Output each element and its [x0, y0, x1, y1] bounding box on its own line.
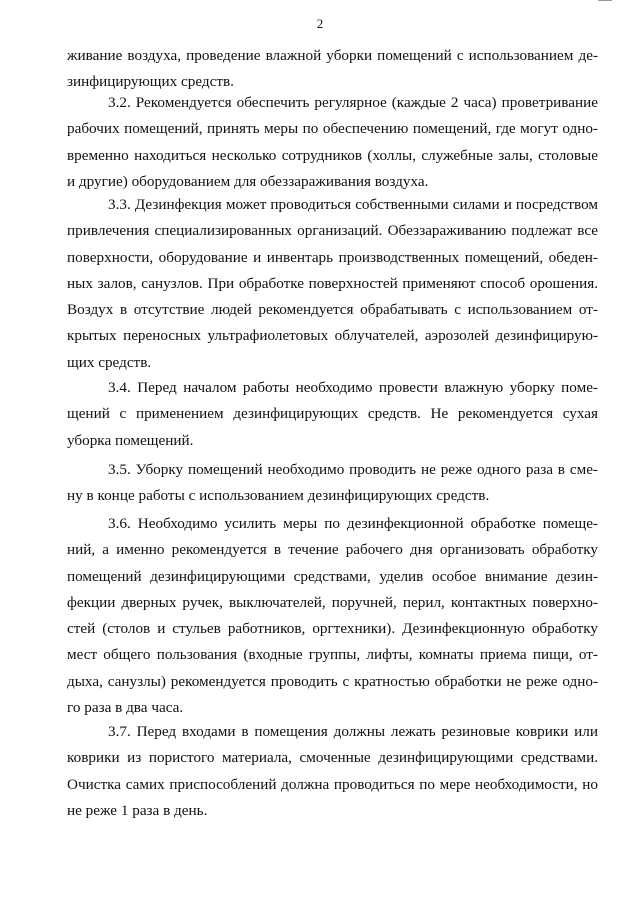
text-line: 3.2. Рекомендуется обеспечить регулярное (каждые 2 часа) проветривание — [108, 94, 598, 111]
text-line: ну в конце работы с использованием дезинфицирующих средств. — [67, 487, 490, 505]
text-line: го раза в два часа. — [67, 699, 184, 717]
text-line: стей (столов и стульев работников, оргтехники). Дезинфекционную обработку — [67, 620, 598, 638]
scan-corner-mark — [598, 0, 612, 3]
paragraph-3-5 — [67, 457, 598, 510]
text-line: уборка помещений. — [67, 431, 194, 449]
text-line: ных залов, санузлов. При обработке поверхностей применяют способ орошения. — [67, 274, 598, 292]
paragraph-intro — [67, 43, 598, 96]
text-line: дыха, санузлы) рекомендуется проводить с кратностью обработки не реже одно- — [67, 672, 598, 690]
text-line: ний, а именно рекомендуется в течение рабочего дня организовать обработку — [67, 541, 598, 559]
page-number: 2 — [316, 16, 324, 31]
text-line: привлечения специализированных организаций. Обеззараживанию подлежат все — [67, 222, 598, 240]
text-line: временно находиться несколько сотрудников (холлы, служебные залы, столовые — [67, 146, 598, 164]
text-line: щих средств. — [67, 353, 152, 371]
text-line: зинфицирующих средств. — [67, 73, 234, 91]
paragraph-3-2 — [67, 90, 598, 195]
text-line: 3.5. Уборку помещений необходимо проводить не реже одного раза в сме- — [108, 461, 598, 478]
text-line: фекции дверных ручек, выключателей, поручней, перил, контактных поверхно- — [67, 593, 598, 611]
paragraph-3-3 — [67, 192, 598, 376]
text-line: живание воздуха, проведение влажной уборки помещений с использованием де- — [67, 47, 598, 64]
text-line: 3.3. Дезинфекция может проводиться собственными силами и посредством — [108, 196, 598, 213]
paragraph-3-7 — [67, 719, 598, 824]
text-line: 3.4. Перед началом работы необходимо провести влажную уборку поме- — [108, 379, 598, 396]
text-line: помещений дезинфицирующими средствами, уделив особое внимание дезин- — [67, 567, 598, 585]
paragraph-3-4 — [67, 375, 598, 454]
text-line: Очистка самих приспособлений должна проводиться по мере необходимости, но — [67, 775, 598, 793]
text-line: не реже 1 раза в день. — [67, 801, 208, 819]
text-line: щений с применением дезинфицирующих средств. Не рекомендуется сухая — [67, 405, 598, 423]
text-line: поверхности, оборудование и инвентарь производственных помещений, обеден- — [67, 248, 598, 266]
text-line: 3.6. Необходимо усилить меры по дезинфекционной обработке помеще- — [108, 515, 598, 532]
text-line: Воздух в отсутствие людей рекомендуется обрабатывать с использованием от- — [67, 301, 598, 319]
text-line: рабочих помещений, принять меры по обеспечению помещений, где могут одно- — [67, 120, 598, 138]
text-line: мест общего пользования (входные группы, лифты, комнаты приема пищи, от- — [67, 646, 598, 664]
paragraph-3-6 — [67, 511, 598, 721]
text-line: крытых переносных ультрафиолетовых облучателей, аэрозолей дезинфицирую- — [67, 327, 598, 345]
text-line: и другие) оборудованием для обеззараживания воздуха. — [67, 172, 429, 190]
text-line: 3.7. Перед входами в помещения должны лежать резиновые коврики или — [108, 723, 598, 740]
text-line: коврики из пористого материала, смоченные дезинфицирующими средствами. — [67, 749, 598, 767]
